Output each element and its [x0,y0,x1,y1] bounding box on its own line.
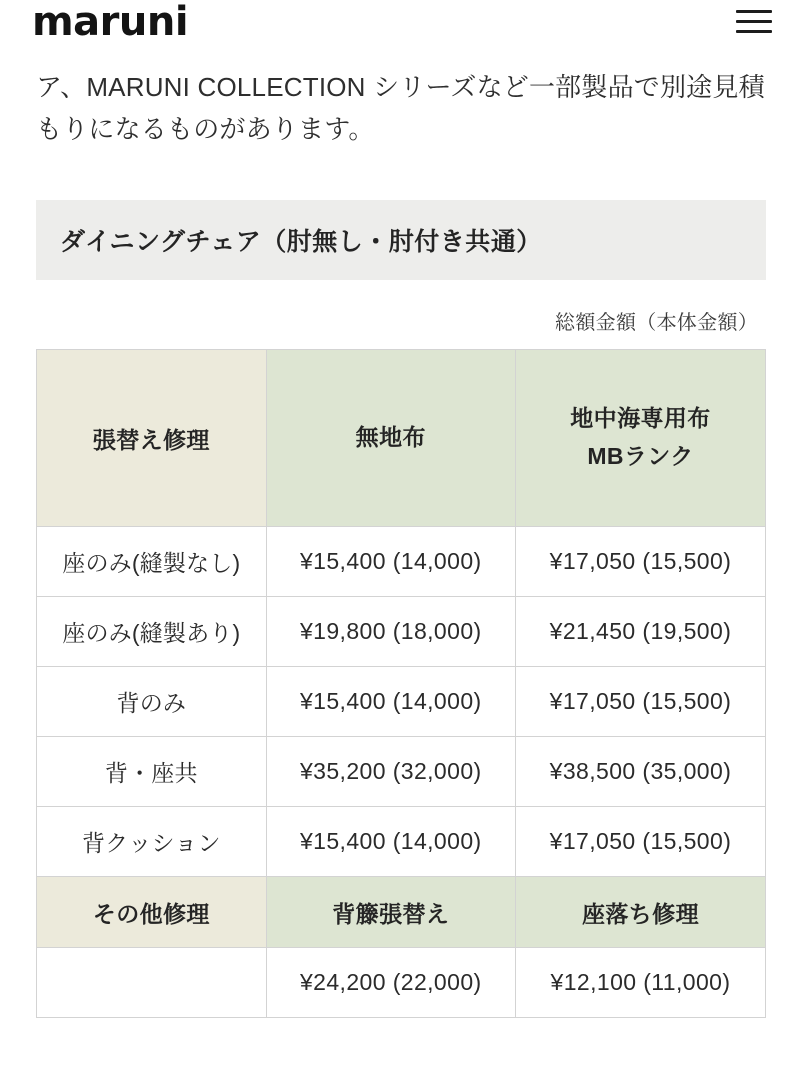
cell-mb-price: ¥17,050 (15,500) [515,667,765,737]
cell-seat-drop-price: ¥12,100 (11,000) [515,948,765,1018]
intro-paragraph: ア、MARUNI COLLECTION シリーズなど一部製品で別途見積もりになるものがあります。 [36,72,765,145]
table-row [37,948,766,1018]
subheader-rattan-back: 背籐張替え [266,877,515,948]
cell-mb-price: ¥17,050 (15,500) [515,527,765,597]
subheader-other-repair: その他修理 [37,877,267,948]
cell-mb-price: ¥21,450 (19,500) [515,597,765,667]
column-header-mediterranean-line2: MBランク [587,443,694,470]
table-body [37,527,766,1018]
column-header-mediterranean-line1: 地中海専用布 [570,405,711,432]
menu-bar-1 [736,10,772,13]
table-row [37,737,766,807]
cell-mb-price: ¥38,500 (35,000) [515,737,765,807]
subheader-seat-drop: 座落ち修理 [515,877,765,948]
table-row [37,807,766,877]
section-title: ダイニングチェア（肘無し・肘付き共通） [60,228,542,257]
price-table [36,349,766,1018]
table-head [37,350,766,527]
price-note: 総額金額（本体金額） [555,312,758,335]
hamburger-menu-icon[interactable] [736,6,772,36]
row-label: 座のみ(縫製あり) [37,597,267,667]
table-subheader-row [37,877,766,948]
row-label: 背のみ [37,667,267,737]
table-row [37,527,766,597]
table-row [37,597,766,667]
table-row [37,667,766,737]
cell-empty [37,948,267,1018]
column-header-repair: 張替え修理 [37,350,267,527]
brand-logo[interactable]: maruni [32,0,189,45]
site-header [0,0,802,62]
section-heading-band [36,200,766,280]
cell-plain-price: ¥15,400 (14,000) [266,527,515,597]
menu-bar-3 [736,30,772,33]
cell-mb-price: ¥17,050 (15,500) [515,807,765,877]
cell-plain-price: ¥15,400 (14,000) [266,807,515,877]
cell-plain-price: ¥19,800 (18,000) [266,597,515,667]
row-label: 背・座共 [37,737,267,807]
row-label: 座のみ(縫製なし) [37,527,267,597]
column-header-plain-fabric: 無地布 [266,350,515,527]
cell-rattan-price: ¥24,200 (22,000) [266,948,515,1018]
column-header-mediterranean-fabric [515,350,765,527]
cell-plain-price: ¥15,400 (14,000) [266,667,515,737]
table-header-row [37,350,766,527]
row-label: 背クッション [37,807,267,877]
menu-bar-2 [736,20,772,23]
cell-plain-price: ¥35,200 (32,000) [266,737,515,807]
price-table-wrapper [36,349,766,1018]
